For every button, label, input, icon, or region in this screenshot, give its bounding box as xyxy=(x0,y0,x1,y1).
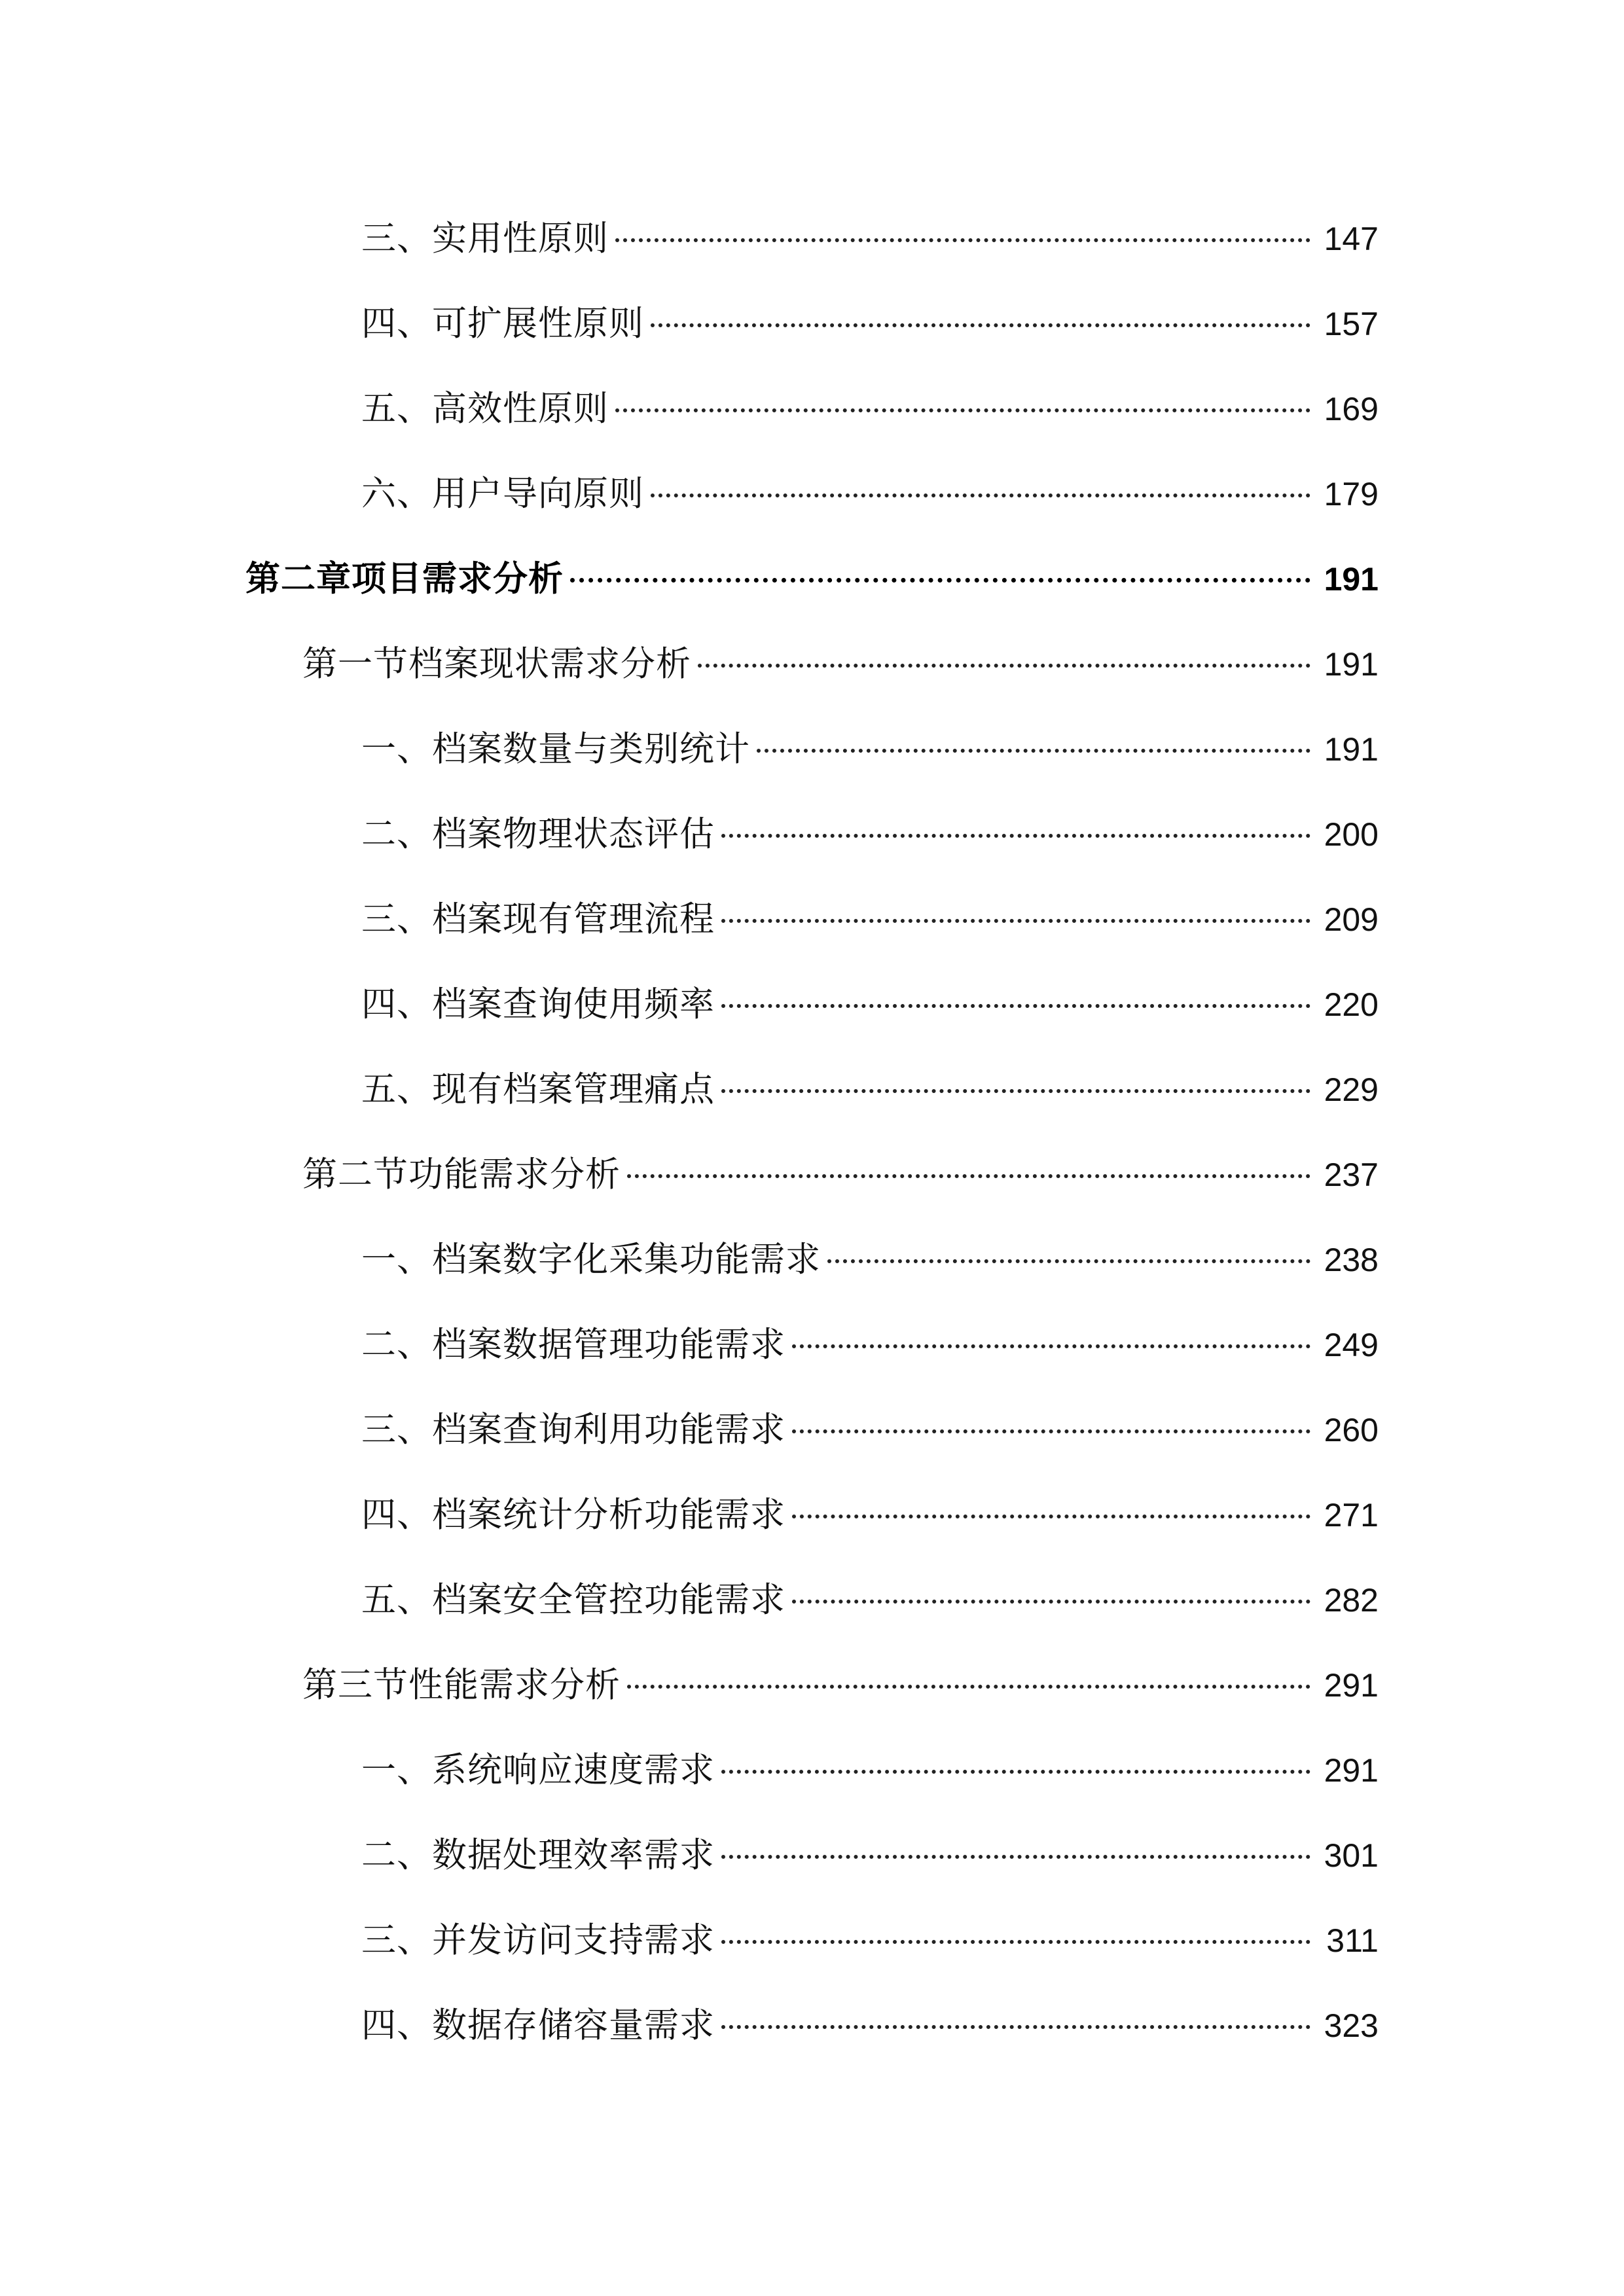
toc-page-number: 209 xyxy=(1324,901,1379,938)
toc-dot-leader xyxy=(627,1682,1310,1689)
table-of-contents xyxy=(0,196,1624,2068)
toc-entry-title: 二、档案数据管理功能需求 xyxy=(361,1325,785,1365)
toc-entry-title: 四、数据存储容量需求 xyxy=(361,2005,715,2045)
toc-section-entry[interactable] xyxy=(0,622,1624,707)
toc-entry-title: 四、可扩展性原则 xyxy=(361,304,644,344)
toc-entry[interactable] xyxy=(0,1047,1624,1132)
toc-entry[interactable] xyxy=(0,1558,1624,1643)
toc-page-number: 311 xyxy=(1326,1922,1379,1959)
toc-entry[interactable] xyxy=(0,1473,1624,1558)
toc-entry[interactable] xyxy=(0,1983,1624,2068)
toc-section-entry[interactable] xyxy=(0,1132,1624,1217)
toc-dot-leader xyxy=(721,1001,1310,1008)
toc-dot-leader xyxy=(651,491,1310,497)
toc-entry[interactable] xyxy=(0,792,1624,877)
toc-page-number: 271 xyxy=(1324,1497,1379,1534)
toc-chapter-entry[interactable] xyxy=(0,537,1624,622)
toc-dot-leader xyxy=(721,1937,1310,1944)
toc-dot-leader xyxy=(792,1342,1310,1348)
toc-dot-leader xyxy=(792,1597,1310,1604)
toc-section-title: 第一节档案现状需求分析 xyxy=(302,644,691,684)
toc-dot-leader xyxy=(721,2022,1310,2029)
toc-entry[interactable] xyxy=(0,707,1624,792)
toc-page-number: 323 xyxy=(1324,2007,1379,2044)
toc-entry[interactable] xyxy=(0,367,1624,452)
toc-entry-title: 二、数据处理效率需求 xyxy=(361,1835,715,1875)
toc-chapter-title: 第二章项目需求分析 xyxy=(245,559,564,599)
toc-entry-title: 二、档案物理状态评估 xyxy=(361,814,715,854)
toc-page-number: 229 xyxy=(1324,1071,1379,1108)
toc-dot-leader xyxy=(615,406,1310,412)
toc-section-title: 第二节功能需求分析 xyxy=(302,1155,621,1194)
toc-entry[interactable] xyxy=(0,962,1624,1047)
toc-page-number: 291 xyxy=(1324,1752,1379,1789)
toc-entry-title: 五、现有档案管理痛点 xyxy=(361,1069,715,1109)
toc-dot-leader xyxy=(827,1257,1310,1263)
toc-entry[interactable] xyxy=(0,1217,1624,1302)
toc-entry-title: 一、系统响应速度需求 xyxy=(361,1750,715,1790)
toc-entry-title: 三、档案查询利用功能需求 xyxy=(361,1410,785,1450)
toc-dot-leader xyxy=(721,916,1310,923)
toc-entry[interactable] xyxy=(0,877,1624,962)
toc-page-number: 179 xyxy=(1324,476,1379,512)
toc-page-number: 238 xyxy=(1324,1242,1379,1278)
toc-entry-title: 六、用户导向原则 xyxy=(361,474,644,514)
toc-entry[interactable] xyxy=(0,1388,1624,1473)
toc-page-number: 191 xyxy=(1324,731,1379,768)
toc-entry-title: 五、高效性原则 xyxy=(361,389,609,429)
toc-page-number: 169 xyxy=(1324,391,1379,427)
toc-page-number: 157 xyxy=(1324,306,1379,342)
toc-page-number: 191 xyxy=(1324,646,1379,683)
toc-entry[interactable] xyxy=(0,281,1624,367)
toc-section-entry[interactable] xyxy=(0,1643,1624,1728)
toc-dot-leader xyxy=(721,1767,1310,1774)
toc-entry[interactable] xyxy=(0,452,1624,537)
toc-entry[interactable] xyxy=(0,1898,1624,1983)
toc-dot-leader xyxy=(757,746,1310,753)
toc-entry[interactable] xyxy=(0,196,1624,281)
toc-page-number: 301 xyxy=(1324,1837,1379,1874)
toc-entry-title: 一、档案数量与类别统计 xyxy=(361,729,750,769)
toc-dot-leader xyxy=(721,1852,1310,1859)
toc-entry-title: 三、并发访问支持需求 xyxy=(361,1920,715,1960)
toc-section-title: 第三节性能需求分析 xyxy=(302,1665,621,1705)
toc-entry-title: 四、档案查询使用频率 xyxy=(361,984,715,1024)
toc-page-number: 249 xyxy=(1324,1327,1379,1363)
toc-dot-leader xyxy=(792,1427,1310,1433)
toc-entry-title: 三、档案现有管理流程 xyxy=(361,899,715,939)
toc-entry-title: 三、实用性原则 xyxy=(361,219,609,259)
toc-entry[interactable] xyxy=(0,1728,1624,1813)
toc-page-number: 282 xyxy=(1324,1582,1379,1619)
toc-entry-title: 四、档案统计分析功能需求 xyxy=(361,1495,785,1535)
toc-dot-leader xyxy=(651,321,1310,327)
toc-page-number: 260 xyxy=(1324,1412,1379,1448)
toc-dot-leader xyxy=(721,1086,1310,1093)
toc-dot-leader xyxy=(570,575,1310,583)
toc-page-number: 147 xyxy=(1324,221,1379,257)
toc-dot-leader xyxy=(627,1172,1310,1178)
toc-entry[interactable] xyxy=(0,1813,1624,1898)
toc-entry-title: 一、档案数字化采集功能需求 xyxy=(361,1240,821,1280)
toc-entry-title: 五、档案安全管控功能需求 xyxy=(361,1580,785,1620)
toc-dot-leader xyxy=(721,831,1310,838)
toc-page-number: 191 xyxy=(1324,561,1379,598)
toc-dot-leader xyxy=(698,661,1310,668)
toc-entry[interactable] xyxy=(0,1302,1624,1388)
toc-page-number: 200 xyxy=(1324,816,1379,853)
toc-page-number: 237 xyxy=(1324,1157,1379,1193)
toc-dot-leader xyxy=(792,1512,1310,1518)
toc-page-number: 291 xyxy=(1324,1667,1379,1704)
toc-dot-leader xyxy=(615,236,1310,242)
toc-page-number: 220 xyxy=(1324,986,1379,1023)
